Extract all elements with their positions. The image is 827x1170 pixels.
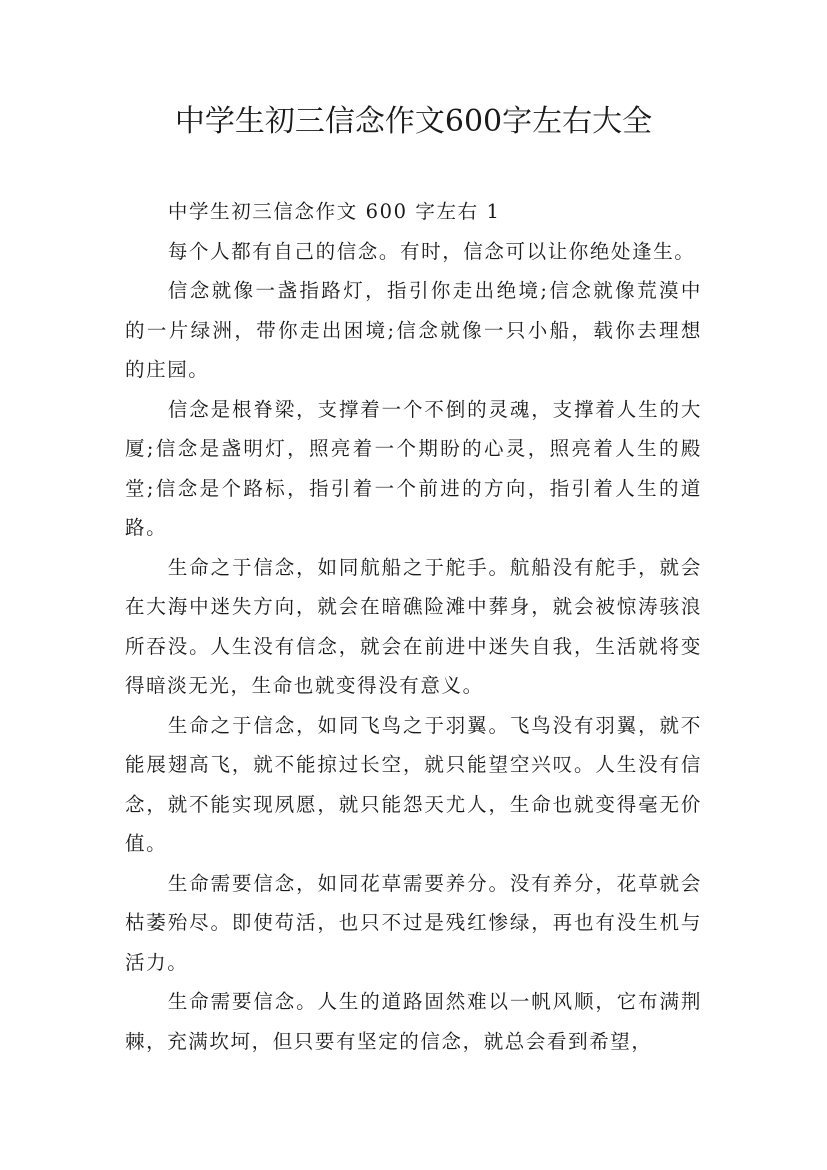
section-heading: 中学生初三信念作文 600 字左右 1 [167, 200, 501, 223]
paragraph: 信念是根脊梁，支撑着一个不倒的灵魂，支撑着人生的大厦;信念是盏明灯，照亮着一个期盼的心灵，照亮着人生的殿堂;信念是个路标，指引着一个前进的方向，指引着人生的道路。 [125, 397, 702, 539]
document-body [125, 192, 702, 1061]
paragraph: 生命需要信念，如同花草需要养分。没有养分，花草就会枯萎殆尽。即使苟活，也只不过是残红惨绿，再也有没生机与活力。 [125, 871, 702, 974]
document-title: 中学生初三信念作文600字左右大全 [174, 104, 653, 139]
paragraph: 生命之于信念，如同航船之于舵手。航船没有舵手，就会在大海中迷失方向，就会在暗礁险滩中葬身，就会被惊涛骇浪所吞没。人生没有信念，就会在前进中迷失自我，生活就将变得暗淡无光，生命也就变得没有意义。 [125, 555, 702, 697]
paragraph: 每个人都有自己的信念。有时，信念可以让你绝处逢生。 [167, 239, 696, 263]
paragraph: 生命之于信念，如同飞鸟之于羽翼。飞鸟没有羽翼，就不能展翅高飞，就不能掠过长空，就只能望空兴叹。人生没有信念，就不能实现夙愿，就只能怨天尤人，生命也就变得毫无价值。 [125, 713, 702, 855]
paragraph: 信念就像一盏指路灯，指引你走出绝境;信念就像荒漠中的一片绿洲，带你走出困境;信念就像一只小船，载你去理想的庄园。 [125, 279, 702, 381]
paragraph: 生命需要信念。人生的道路固然难以一帆风顺，它布满荆棘，充满坎坷，但只要有坚定的信念，就总会看到希望， [125, 990, 702, 1053]
